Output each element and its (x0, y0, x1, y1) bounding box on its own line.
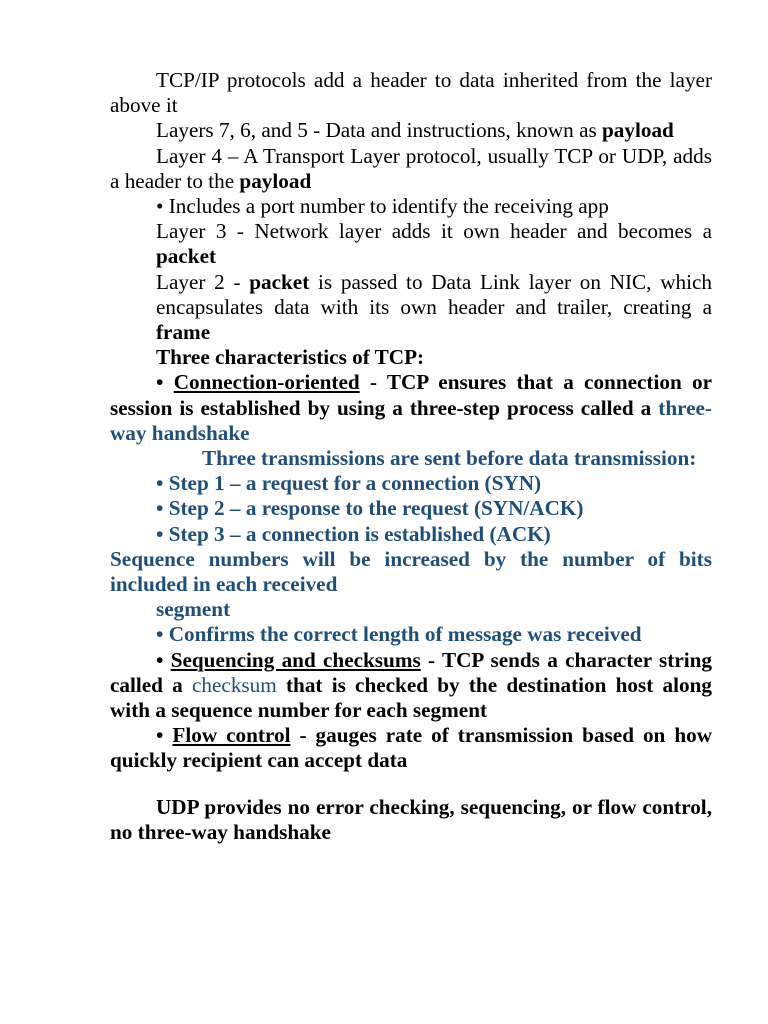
characteristic-connection-oriented (110, 370, 712, 446)
bullet-port-number: • Includes a port number to identify the receiving app (156, 194, 609, 219)
connection-oriented-term: Connection-oriented (173, 370, 360, 395)
step-1: • Step 1 – a request for a connection (SYN) (156, 471, 542, 496)
connection-oriented-text: - TCP ensures that a connection or session is established by using a three-step process called a (110, 370, 712, 420)
frame-term: frame (156, 320, 211, 345)
sequencing-text-b: that is checked by the destination host along with a sequence number for each segment (110, 672, 712, 723)
paragraph-layer-3 (110, 219, 712, 269)
packet-term: packet (156, 244, 217, 269)
paragraph-three-transmissions: Three transmissions are sent before data transmission: (202, 446, 697, 471)
layer-2-text-a: Layer 2 - (156, 269, 250, 294)
paragraph-layers-765 (110, 118, 712, 143)
sequencing-checksums-term: Sequencing and checksums (170, 647, 421, 672)
bullet: • (156, 647, 171, 672)
step-3: • Step 3 – a connection is established (ACK) (156, 521, 551, 546)
paragraph-segment: segment (156, 597, 231, 622)
sequencing-text-a: - TCP sends a character string called a (110, 647, 712, 697)
paragraph-layer-2 (110, 270, 712, 346)
paragraph-layer-4 (110, 144, 712, 194)
flow-control-text: - gauges rate of transmission based on how quickly recipient can accept data (110, 723, 713, 773)
layers-765-text: Layers 7, 6, and 5 - Data and instructions, known as (156, 118, 603, 143)
layer-3-text: Layer 3 - Network layer adds it own header and becomes a (156, 219, 712, 244)
paragraph-sequence-numbers: Sequence numbers will be increased by the number of bits included in each received (110, 546, 712, 597)
layer-2-text-b: is passed to Data Link layer on NIC, which encapsulates data with its own header and trailer, creating a (156, 269, 712, 319)
three-way-handshake-term: three-way handshake (110, 395, 712, 445)
characteristic-flow-control (110, 723, 712, 773)
paragraph-spacer (110, 774, 712, 795)
packet-term: packet (249, 269, 310, 294)
document-page (110, 68, 712, 845)
payload-term: payload (239, 168, 312, 193)
characteristic-sequencing-checksums (110, 648, 712, 724)
step-2: • Step 2 – a response to the request (SYN/ACK) (156, 496, 584, 521)
bullet-confirms-length: • Confirms the correct length of message was received (156, 622, 642, 647)
payload-term: payload (602, 118, 674, 143)
layer-4-text: Layer 4 – A Transport Layer protocol, usually TCP or UDP, adds a header to the (110, 143, 712, 193)
paragraph-tcpip-header: TCP/IP protocols add a header to data inherited from the layer above it (110, 68, 712, 118)
bullet: • (156, 370, 174, 395)
checksum-term: checksum (192, 672, 277, 697)
heading-tcp-characteristics: Three characteristics of TCP: (156, 345, 425, 370)
bullet: • (156, 723, 173, 748)
paragraph-udp: UDP provides no error checking, sequencing, or flow control, no three-way handshake (110, 794, 712, 844)
flow-control-term: Flow control (172, 723, 291, 748)
